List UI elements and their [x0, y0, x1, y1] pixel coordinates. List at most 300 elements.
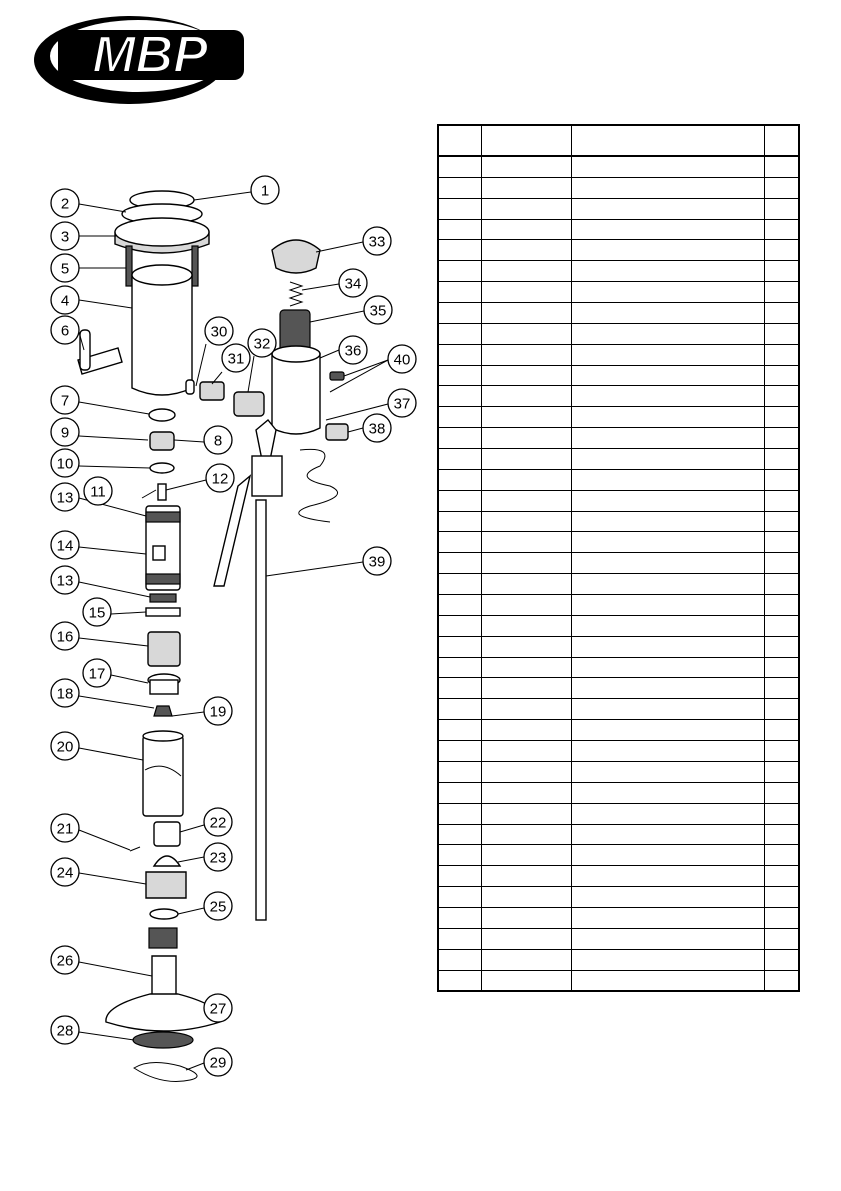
callout-18 — [51, 679, 79, 707]
table-cell — [481, 344, 571, 365]
table-cell — [481, 469, 571, 490]
table-cell — [571, 803, 764, 824]
svg-text:3: 3 — [60, 228, 70, 246]
callout-15 — [83, 598, 111, 626]
table-cell — [481, 699, 571, 720]
callout-26 — [51, 946, 79, 974]
part-31-fitting — [200, 382, 224, 400]
valve-elbow — [256, 420, 276, 460]
table-row — [438, 887, 799, 908]
part-34-spring — [290, 282, 302, 306]
svg-text:13: 13 — [56, 489, 74, 507]
table-cell — [481, 657, 571, 678]
callout-21 — [51, 814, 79, 842]
table-cell — [438, 511, 481, 532]
table-cell — [571, 761, 764, 782]
table-cell — [481, 177, 571, 198]
table-cell — [438, 323, 481, 344]
table-cell — [438, 741, 481, 762]
table-cell — [764, 866, 799, 887]
main-column-parts — [78, 191, 223, 1082]
callout-40 — [388, 345, 416, 373]
table-cell — [438, 574, 481, 595]
table-row — [438, 615, 799, 636]
table-row — [438, 490, 799, 511]
table-cell — [764, 803, 799, 824]
table-cell — [764, 386, 799, 407]
part-30-oring — [186, 380, 194, 394]
table-cell — [481, 532, 571, 553]
part-38-nipple — [326, 424, 348, 440]
callout-35 — [364, 296, 392, 324]
svg-text:29: 29 — [209, 1054, 227, 1072]
table-row — [438, 782, 799, 803]
table-cell — [764, 156, 799, 177]
part-20-sleeve — [143, 736, 183, 816]
svg-text:35: 35 — [369, 302, 387, 320]
svg-text:28: 28 — [56, 1022, 74, 1040]
table-cell — [438, 177, 481, 198]
callout-29 — [204, 1048, 232, 1076]
table-cell — [438, 303, 481, 324]
table-cell — [438, 866, 481, 887]
table-cell — [438, 469, 481, 490]
callout-39 — [363, 547, 391, 575]
svg-text:4: 4 — [60, 292, 70, 310]
callout-14 — [51, 531, 79, 559]
svg-text:15: 15 — [88, 604, 106, 622]
callout-8 — [204, 426, 232, 454]
table-cell — [571, 699, 764, 720]
table-cell — [764, 699, 799, 720]
table-cell — [571, 615, 764, 636]
table-cell — [764, 532, 799, 553]
table-cell — [481, 261, 571, 282]
table-cell — [764, 970, 799, 991]
svg-text:5: 5 — [60, 260, 70, 278]
part-7-washer — [149, 409, 175, 421]
table-row — [438, 282, 799, 303]
table-cell — [481, 803, 571, 824]
part-13-seal — [150, 594, 176, 602]
table-cell — [481, 615, 571, 636]
part-11-pin — [142, 490, 156, 498]
svg-text:26: 26 — [56, 952, 74, 970]
svg-text:16: 16 — [56, 628, 74, 646]
table-cell — [571, 240, 764, 261]
table-cell — [481, 866, 571, 887]
svg-text:6: 6 — [60, 322, 70, 340]
table-cell — [438, 845, 481, 866]
table-cell — [481, 303, 571, 324]
table-cell — [481, 240, 571, 261]
callout-24 — [51, 858, 79, 886]
svg-text:25: 25 — [209, 898, 227, 916]
part-33-cap — [272, 240, 320, 273]
table-cell — [481, 907, 571, 928]
table-cell — [481, 761, 571, 782]
table-row — [438, 741, 799, 762]
table-cell — [571, 303, 764, 324]
table-cell — [764, 928, 799, 949]
table-cell — [571, 261, 764, 282]
table-cell — [438, 344, 481, 365]
callout-22 — [204, 808, 232, 836]
table-cell — [481, 636, 571, 657]
table-cell — [481, 741, 571, 762]
table-cell — [571, 490, 764, 511]
svg-text:7: 7 — [60, 392, 70, 410]
table-cell — [571, 970, 764, 991]
table-cell — [571, 323, 764, 344]
svg-text:2: 2 — [60, 195, 70, 213]
parts-table-body — [438, 156, 799, 991]
table-cell — [764, 365, 799, 386]
svg-text:23: 23 — [209, 849, 227, 867]
callout-34 — [339, 269, 367, 297]
table-cell — [438, 949, 481, 970]
table-cell — [438, 407, 481, 428]
callout-33 — [363, 227, 391, 255]
table-cell — [481, 678, 571, 699]
part-5-studs — [126, 246, 132, 286]
table-row — [438, 824, 799, 845]
table-cell — [438, 386, 481, 407]
svg-text:34: 34 — [344, 275, 362, 293]
part-15-ring — [146, 608, 180, 616]
part-10-ring — [150, 463, 174, 473]
table-cell — [764, 887, 799, 908]
table-cell — [481, 720, 571, 741]
svg-text:38: 38 — [368, 420, 386, 438]
callout-13-lower — [51, 566, 79, 594]
table-cell — [481, 553, 571, 574]
svg-text:17: 17 — [88, 665, 106, 683]
table-cell — [571, 344, 764, 365]
callout-4 — [51, 286, 79, 314]
table-cell — [438, 657, 481, 678]
callout-13-upper — [51, 483, 79, 511]
table-cell — [764, 344, 799, 365]
table-cell — [481, 428, 571, 449]
callouts — [51, 176, 416, 1076]
table-cell — [438, 887, 481, 908]
svg-text:24: 24 — [56, 864, 74, 882]
svg-text:32: 32 — [253, 335, 271, 353]
table-cell — [764, 511, 799, 532]
table-row — [438, 845, 799, 866]
table-cell — [764, 657, 799, 678]
table-row — [438, 553, 799, 574]
table-cell — [481, 219, 571, 240]
callout-20 — [51, 732, 79, 760]
svg-text:27: 27 — [209, 1000, 227, 1018]
table-row — [438, 907, 799, 928]
table-cell — [438, 970, 481, 991]
table-cell — [571, 386, 764, 407]
callout-32 — [248, 329, 276, 357]
table-cell — [764, 720, 799, 741]
part-37-coil — [299, 449, 338, 522]
table-cell — [481, 198, 571, 219]
table-cell — [764, 323, 799, 344]
table-cell — [438, 365, 481, 386]
table-row — [438, 657, 799, 678]
table-row — [438, 323, 799, 344]
part-25-ring — [150, 909, 178, 919]
svg-text:30: 30 — [210, 323, 228, 341]
leader-lines — [79, 192, 388, 1070]
table-cell — [438, 595, 481, 616]
part-40-screw — [330, 372, 344, 380]
table-cell — [571, 469, 764, 490]
svg-text:33: 33 — [368, 233, 386, 251]
table-header-row — [438, 125, 799, 156]
table-cell — [438, 219, 481, 240]
table-row — [438, 261, 799, 282]
table-row — [438, 803, 799, 824]
table-row — [438, 595, 799, 616]
callout-16 — [51, 622, 79, 650]
table-cell — [481, 824, 571, 845]
table-cell — [481, 511, 571, 532]
table-cell — [764, 845, 799, 866]
part-16-guide — [148, 632, 180, 666]
table-cell — [481, 595, 571, 616]
table-cell — [571, 928, 764, 949]
table-cell — [571, 824, 764, 845]
table-row — [438, 699, 799, 720]
callout-27 — [204, 994, 232, 1022]
table-cell — [571, 782, 764, 803]
svg-text:1: 1 — [260, 182, 270, 200]
table-cell — [571, 949, 764, 970]
svg-text:9: 9 — [60, 424, 70, 442]
table-cell — [571, 720, 764, 741]
table-row — [438, 720, 799, 741]
svg-text:20: 20 — [56, 738, 74, 756]
callout-37 — [388, 389, 416, 417]
svg-text:36: 36 — [344, 342, 362, 360]
table-cell — [571, 407, 764, 428]
table-cell — [481, 365, 571, 386]
table-row — [438, 678, 799, 699]
table-cell — [438, 156, 481, 177]
table-cell — [438, 782, 481, 803]
table-cell — [481, 928, 571, 949]
table-cell — [438, 240, 481, 261]
table-cell — [481, 845, 571, 866]
table-row — [438, 928, 799, 949]
table-cell — [764, 761, 799, 782]
table-cell — [438, 449, 481, 470]
table-row — [438, 428, 799, 449]
table-cell — [438, 907, 481, 928]
table-cell — [438, 928, 481, 949]
table-row — [438, 532, 799, 553]
part-32-coupling — [234, 392, 264, 416]
table-cell — [764, 282, 799, 303]
table-cell — [438, 761, 481, 782]
table-cell — [481, 156, 571, 177]
part-19-tip — [154, 706, 172, 716]
table-cell — [764, 741, 799, 762]
table-cell — [764, 407, 799, 428]
table-cell — [438, 428, 481, 449]
table-cell — [438, 699, 481, 720]
callout-7 — [51, 386, 79, 414]
svg-text:40: 40 — [393, 351, 411, 369]
callout-38 — [363, 414, 391, 442]
part-28-mesh — [133, 1032, 193, 1048]
header-cell — [764, 125, 799, 156]
svg-text:19: 19 — [209, 703, 227, 721]
table-row — [438, 177, 799, 198]
svg-text:21: 21 — [56, 820, 74, 838]
table-cell — [438, 490, 481, 511]
table-cell — [481, 282, 571, 303]
table-cell — [571, 553, 764, 574]
svg-text:22: 22 — [209, 814, 227, 832]
table-cell — [764, 553, 799, 574]
table-cell — [764, 449, 799, 470]
table-cell — [481, 782, 571, 803]
table-cell — [571, 845, 764, 866]
table-row — [438, 156, 799, 177]
callout-5 — [51, 254, 79, 282]
part-29-clip — [134, 1062, 197, 1081]
table-cell — [764, 198, 799, 219]
table-row — [438, 344, 799, 365]
table-cell — [764, 177, 799, 198]
table-cell — [764, 678, 799, 699]
table-cell — [438, 678, 481, 699]
table-row — [438, 386, 799, 407]
table-row — [438, 198, 799, 219]
callout-31 — [222, 344, 250, 372]
svg-text:12: 12 — [211, 470, 229, 488]
table-row — [438, 866, 799, 887]
table-row — [438, 240, 799, 261]
table-row — [438, 636, 799, 657]
header-cell — [438, 125, 481, 156]
part-12-stem — [158, 484, 166, 500]
table-cell — [571, 887, 764, 908]
table-cell — [438, 553, 481, 574]
part-27-bell — [106, 994, 220, 1031]
part-23-dome — [154, 856, 180, 866]
table-cell — [571, 428, 764, 449]
part-36-housing — [272, 354, 320, 434]
table-cell — [438, 720, 481, 741]
callout-19 — [204, 697, 232, 725]
table-cell — [571, 574, 764, 595]
valve-block — [252, 456, 282, 496]
logo-text: MBP — [92, 26, 208, 84]
table-cell — [571, 177, 764, 198]
table-cell — [481, 323, 571, 344]
table-cell — [571, 219, 764, 240]
table-row — [438, 407, 799, 428]
table-cell — [764, 782, 799, 803]
table-cell — [571, 532, 764, 553]
table-cell — [438, 824, 481, 845]
svg-text:37: 37 — [393, 395, 411, 413]
callout-25 — [204, 892, 232, 920]
table-cell — [481, 970, 571, 991]
part-22-bush — [154, 822, 180, 846]
table-cell — [764, 219, 799, 240]
table-cell — [571, 365, 764, 386]
table-row — [438, 574, 799, 595]
table-cell — [481, 887, 571, 908]
part-24-nut — [146, 872, 186, 898]
callout-11 — [84, 477, 112, 505]
svg-text:31: 31 — [227, 350, 245, 368]
table-cell — [571, 282, 764, 303]
table-cell — [764, 636, 799, 657]
callout-28 — [51, 1016, 79, 1044]
table-cell — [571, 907, 764, 928]
table-cell — [571, 595, 764, 616]
table-cell — [481, 407, 571, 428]
parts-table — [437, 124, 800, 992]
part-21-pin — [130, 847, 140, 851]
callout-17 — [83, 659, 111, 687]
svg-text:8: 8 — [213, 432, 223, 450]
svg-text:10: 10 — [56, 455, 74, 473]
table-cell — [438, 261, 481, 282]
callout-9 — [51, 418, 79, 446]
table-cell — [571, 741, 764, 762]
table-cell — [571, 449, 764, 470]
part-8-nut — [150, 432, 174, 450]
table-cell — [481, 490, 571, 511]
svg-text:14: 14 — [56, 537, 74, 555]
table-cell — [438, 636, 481, 657]
callout-10 — [51, 449, 79, 477]
svg-text:13: 13 — [56, 572, 74, 590]
table-cell — [764, 595, 799, 616]
table-cell — [438, 803, 481, 824]
table-cell — [571, 636, 764, 657]
callout-12 — [206, 464, 234, 492]
table-cell — [438, 532, 481, 553]
table-cell — [481, 949, 571, 970]
table-cell — [438, 198, 481, 219]
callout-36 — [339, 336, 367, 364]
table-cell — [764, 303, 799, 324]
table-cell — [571, 866, 764, 887]
table-row — [438, 365, 799, 386]
table-cell — [764, 574, 799, 595]
table-row — [438, 511, 799, 532]
part-4-body — [132, 275, 192, 395]
table-cell — [481, 574, 571, 595]
table-cell — [571, 156, 764, 177]
table-cell — [481, 449, 571, 470]
callout-3 — [51, 222, 79, 250]
table-row — [438, 449, 799, 470]
svg-text:39: 39 — [368, 553, 386, 571]
table-row — [438, 970, 799, 991]
svg-text:18: 18 — [56, 685, 74, 703]
table-row — [438, 303, 799, 324]
part-39-probe — [256, 500, 266, 920]
table-row — [438, 219, 799, 240]
table-cell — [438, 282, 481, 303]
table-cell — [571, 198, 764, 219]
